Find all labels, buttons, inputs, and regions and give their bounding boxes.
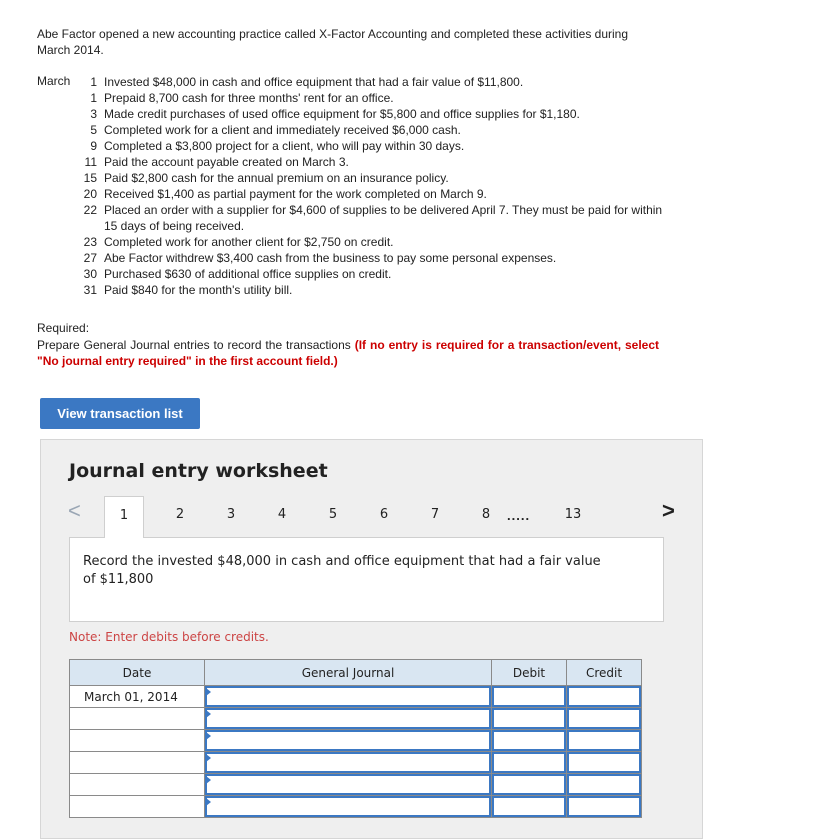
list-item bbox=[81, 170, 681, 186]
table-row bbox=[70, 708, 642, 730]
account-select[interactable] bbox=[205, 774, 491, 795]
transaction-text: Abe Factor withdrew $3,400 cash from the business to pay some personal expenses. bbox=[104, 251, 557, 265]
debit-credit-note: Note: Enter debits before credits. bbox=[69, 630, 269, 644]
credit-input[interactable] bbox=[567, 730, 641, 751]
table-row bbox=[70, 752, 642, 774]
account-select[interactable] bbox=[205, 708, 491, 729]
credit-input[interactable] bbox=[567, 774, 641, 795]
tab-ellipsis: ..... bbox=[507, 508, 531, 523]
required-label: Required: bbox=[37, 321, 90, 335]
credit-input[interactable] bbox=[567, 796, 641, 817]
tab-2[interactable]: 2 bbox=[175, 507, 185, 522]
date-cell bbox=[70, 796, 205, 818]
date-cell: March 01, 2014 bbox=[70, 686, 205, 708]
required-note: (If no entry is required for a transaction/event, select "No journal entry required" in the first account field.) bbox=[37, 338, 659, 368]
transaction-text: Completed a $3,800 project for a client, who will pay within 30 days. bbox=[104, 139, 465, 153]
list-item bbox=[81, 186, 681, 202]
debit-input[interactable] bbox=[492, 708, 566, 729]
view-transaction-list-button[interactable]: View transaction list bbox=[40, 398, 200, 429]
month-label: March bbox=[37, 74, 71, 88]
column-header-debit: Debit bbox=[492, 660, 567, 686]
date-cell bbox=[70, 730, 205, 752]
tab-3[interactable]: 3 bbox=[226, 507, 236, 522]
transaction-day: 23 bbox=[83, 235, 97, 249]
transaction-text: Purchased $630 of additional office supplies on credit. bbox=[104, 267, 392, 281]
list-item bbox=[81, 282, 681, 298]
triangle-right-icon bbox=[206, 710, 211, 718]
debit-input[interactable] bbox=[492, 686, 566, 707]
transaction-text: Completed work for another client for $2,750 on credit. bbox=[104, 235, 394, 249]
list-item bbox=[81, 234, 681, 250]
list-item bbox=[81, 74, 681, 90]
debit-input[interactable] bbox=[492, 796, 566, 817]
transaction-text: Made credit purchases of used office equipment for $5,800 and office supplies for $1,180. bbox=[104, 107, 580, 121]
list-item bbox=[81, 266, 681, 282]
list-item bbox=[81, 138, 681, 154]
table-row bbox=[70, 774, 642, 796]
table-row bbox=[70, 796, 642, 818]
tab-7[interactable]: 7 bbox=[430, 507, 440, 522]
list-item bbox=[81, 154, 681, 170]
transaction-text: Completed work for a client and immediately received $6,000 cash. bbox=[104, 123, 461, 137]
transaction-day: 22 bbox=[83, 203, 97, 217]
table-row bbox=[70, 686, 642, 708]
transaction-day: 9 bbox=[90, 139, 97, 153]
transaction-day: 31 bbox=[83, 283, 97, 297]
tab-8[interactable]: 8 bbox=[481, 507, 491, 522]
problem-intro: Abe Factor opened a new accounting practice called X-Factor Accounting and completed these activities during March 2014. bbox=[37, 27, 629, 57]
transaction-text: Invested $48,000 in cash and office equipment that had a fair value of $11,800. bbox=[104, 75, 524, 89]
list-item bbox=[81, 90, 681, 106]
column-header-date: Date bbox=[70, 660, 205, 686]
table-row bbox=[70, 730, 642, 752]
required-instructions bbox=[37, 337, 659, 369]
credit-input[interactable] bbox=[567, 752, 641, 773]
date-cell bbox=[70, 774, 205, 796]
transaction-text: Received $1,400 as partial payment for the work completed on March 9. bbox=[104, 187, 487, 201]
tab-1[interactable]: 1 bbox=[104, 496, 144, 538]
triangle-right-icon bbox=[206, 776, 211, 784]
transaction-list bbox=[81, 74, 681, 298]
transaction-text: Placed an order with a supplier for $4,600 of supplies to be delivered April 7. They must be paid for within 15 days of being received. bbox=[104, 203, 663, 233]
tab-6[interactable]: 6 bbox=[379, 507, 389, 522]
account-select[interactable] bbox=[205, 796, 491, 817]
date-cell bbox=[70, 752, 205, 774]
record-instruction-text: Record the invested $48,000 in cash and office equipment that had a fair value of $11,800 bbox=[83, 554, 601, 587]
list-item bbox=[81, 106, 681, 122]
account-select[interactable] bbox=[205, 686, 491, 707]
credit-input[interactable] bbox=[567, 686, 641, 707]
required-text: Prepare General Journal entries to record the transactions bbox=[37, 338, 351, 352]
transaction-text: Paid the account payable created on March 3. bbox=[104, 155, 349, 169]
transaction-day: 20 bbox=[83, 187, 97, 201]
transaction-text: Prepaid 8,700 cash for three months' rent for an office. bbox=[104, 91, 394, 105]
chevron-right-icon[interactable]: > bbox=[662, 498, 675, 523]
debit-input[interactable] bbox=[492, 752, 566, 773]
transaction-day: 15 bbox=[83, 171, 97, 185]
table-header-row bbox=[70, 660, 642, 686]
tab-13[interactable]: 13 bbox=[564, 507, 582, 522]
worksheet-title: Journal entry worksheet bbox=[69, 460, 328, 482]
triangle-right-icon bbox=[206, 732, 211, 740]
journal-table bbox=[69, 659, 642, 818]
list-item bbox=[81, 250, 681, 266]
column-header-credit: Credit bbox=[567, 660, 642, 686]
list-item bbox=[81, 122, 681, 138]
tab-4[interactable]: 4 bbox=[277, 507, 287, 522]
chevron-left-icon[interactable]: < bbox=[68, 498, 81, 523]
account-select[interactable] bbox=[205, 730, 491, 751]
transaction-day: 1 bbox=[90, 91, 97, 105]
debit-input[interactable] bbox=[492, 730, 566, 751]
transaction-text: Paid $2,800 cash for the annual premium on an insurance policy. bbox=[104, 171, 449, 185]
triangle-right-icon bbox=[206, 798, 211, 806]
transaction-day: 11 bbox=[84, 155, 97, 169]
list-item bbox=[81, 202, 681, 234]
credit-input[interactable] bbox=[567, 708, 641, 729]
triangle-right-icon bbox=[206, 688, 211, 696]
transaction-day: 27 bbox=[83, 251, 97, 265]
debit-input[interactable] bbox=[492, 774, 566, 795]
transaction-day: 3 bbox=[90, 107, 97, 121]
transaction-day: 30 bbox=[83, 267, 97, 281]
tab-5[interactable]: 5 bbox=[328, 507, 338, 522]
transaction-text: Paid $840 for the month's utility bill. bbox=[104, 283, 293, 297]
transaction-day: 1 bbox=[90, 75, 97, 89]
transaction-day: 5 bbox=[90, 123, 97, 137]
column-header-general-journal: General Journal bbox=[205, 660, 492, 686]
account-select[interactable] bbox=[205, 752, 491, 773]
triangle-right-icon bbox=[206, 754, 211, 762]
date-cell bbox=[70, 708, 205, 730]
